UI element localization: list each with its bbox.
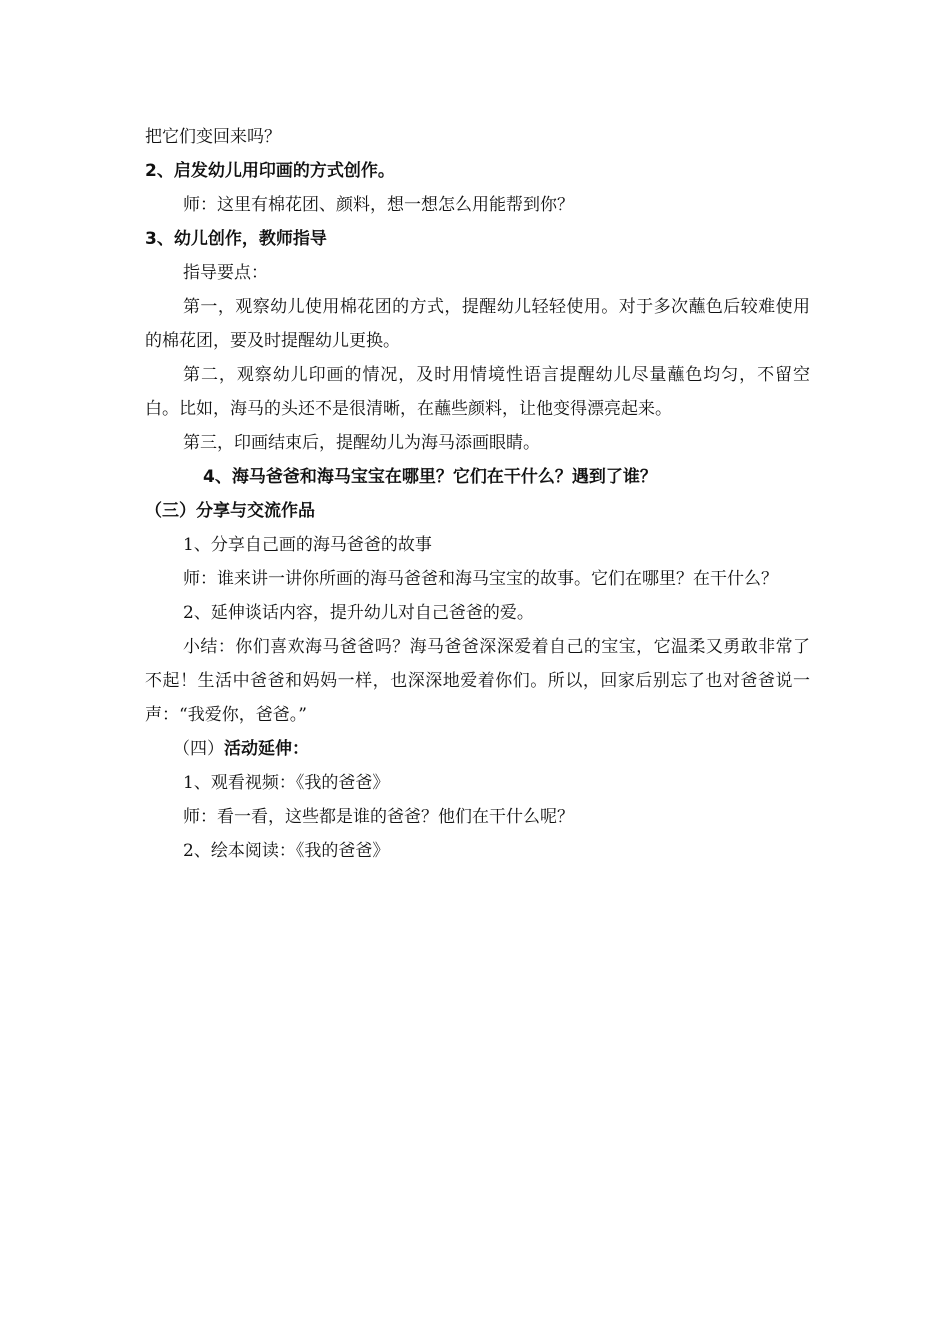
text-line: 1、观看视频：《我的爸爸》 [183, 773, 390, 793]
document-body [145, 120, 810, 868]
text-line: 1、分享自己画的海马爸爸的故事 [183, 535, 432, 555]
step-heading: 4、海马爸爸和海马宝宝在哪里？它们在干什么？遇到了谁？ [203, 467, 657, 487]
text-line: 把它们变回来吗？ [145, 127, 281, 147]
paragraph: 第一，观察幼儿使用棉花团的方式，提醒幼儿轻轻使用。对于多次蘸色后较难使用的棉花团，要及时提醒幼儿更换。 [145, 297, 810, 351]
paragraph: 第二，观察幼儿印画的情况，及时用情境性语言提醒幼儿尽量蘸色均匀，不留空白。比如，海马的头还不是很清晰，在蘸些颜料，让他变得漂亮起来。 [145, 365, 810, 419]
step-heading: 3、幼儿创作，教师指导 [145, 229, 327, 249]
paragraph: 师：谁来讲一讲你所画的海马爸爸和海马宝宝的故事。它们在哪里？在干什么？ [183, 569, 778, 589]
section-number: （四） [173, 739, 224, 759]
text-line: 第三，印画结束后，提醒幼儿为海马添画眼睛。 [183, 433, 540, 453]
section-heading [145, 732, 810, 766]
text-line: 指导要点： [183, 263, 268, 283]
section-title: 活动延伸： [224, 739, 309, 759]
step-heading: 2、启发幼儿用印画的方式创作。 [145, 161, 395, 181]
text-line: 师：这里有棉花团、颜料，想一想怎么用能帮到你？ [183, 195, 574, 215]
text-line: 2、绘本阅读：《我的爸爸》 [183, 841, 390, 861]
paragraph: 小结：你们喜欢海马爸爸吗？海马爸爸深深爱着自己的宝宝，它温柔又勇敢非常了不起！生活中爸爸和妈妈一样，也深深地爱着你们。所以，回家后别忘了也对爸爸说一声：“我爱你，爸爸。” [145, 637, 810, 725]
text-line: 2、延伸谈话内容，提升幼儿对自己爸爸的爱。 [183, 603, 534, 623]
text-line: 师：看一看，这些都是谁的爸爸？他们在干什么呢？ [183, 807, 574, 827]
section-heading: （三）分享与交流作品 [145, 501, 315, 521]
